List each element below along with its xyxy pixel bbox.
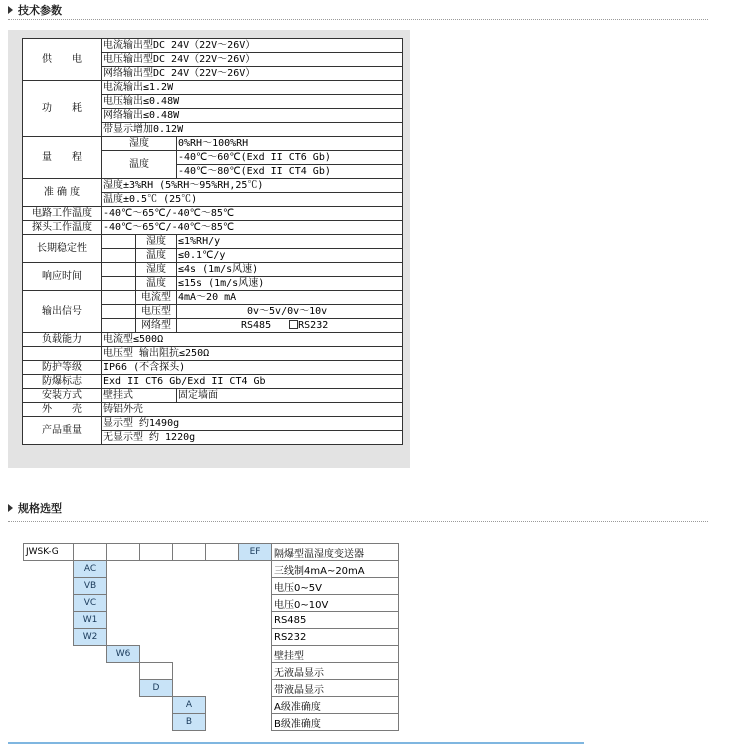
accuracy-code: A: [173, 697, 206, 714]
output-label: 输出信号: [23, 291, 102, 333]
divider: [8, 19, 708, 20]
mount-desc: 壁挂型: [272, 646, 399, 663]
response-humidity-value: ≤4s (1m/s风速): [177, 263, 403, 277]
triangle-bullet-icon: [8, 6, 13, 14]
table-row: [23, 375, 403, 389]
table-row: [23, 179, 403, 193]
output-desc: 电压0~10V: [272, 595, 399, 612]
accuracy-desc: A级准确度: [272, 697, 399, 714]
table-row: [23, 81, 403, 95]
response-temp-label: 温度: [136, 277, 177, 291]
response-humidity-label: 湿度: [136, 263, 177, 277]
shell-label: 外 壳: [23, 403, 102, 417]
table-row: [23, 137, 403, 151]
display-desc: 带液晶显示: [272, 680, 399, 697]
circuit-temp-value: -40℃～65℃/-40℃～85℃: [102, 207, 403, 221]
output-network-value: [177, 319, 403, 333]
output-desc: RS232: [272, 629, 399, 646]
accuracy-label: 准 确 度: [23, 179, 102, 207]
output-code: AC: [74, 561, 107, 578]
rs232-option: RS232: [298, 319, 329, 331]
ef-code: EF: [239, 544, 272, 561]
table-row: [24, 646, 399, 663]
response-temp-value: ≤15s (1m/s风速): [177, 277, 403, 291]
protection-label: 防护等级: [23, 361, 102, 375]
consumption-value: 电流输出≤1.2W: [102, 81, 403, 95]
power-value: 电流输出型DC 24V（22V～26V）: [102, 39, 403, 53]
table-row: [23, 333, 403, 347]
accuracy-value: 温度±0.5℃ (25℃): [102, 193, 403, 207]
response-label: 响应时间: [23, 263, 102, 291]
output-current-value: 4mA～20 mA: [177, 291, 403, 305]
explosion-label: 防爆标志: [23, 375, 102, 389]
protection-value: IP66 (不含探头): [102, 361, 403, 375]
selection-table: [23, 543, 399, 731]
spec-table: [22, 38, 403, 445]
ef-desc: 隔爆型温湿度变送器: [272, 544, 399, 561]
output-voltage-value: 0v～5v/0v～10v: [177, 305, 403, 319]
output-code: W2: [74, 629, 107, 646]
table-row: [23, 39, 403, 53]
weight-value: 无显示型 约 1220g: [102, 431, 403, 445]
table-row: [24, 544, 399, 561]
output-desc: RS485: [272, 612, 399, 629]
triangle-bullet-icon: [8, 504, 13, 512]
load-label: 负载能力: [23, 333, 102, 347]
table-row: [24, 697, 399, 714]
output-code: VC: [74, 595, 107, 612]
consumption-value: 网络输出≤0.48W: [102, 109, 403, 123]
weight-value: 显示型 约1490g: [102, 417, 403, 431]
range-humidity-value: 0%RH～100%RH: [177, 137, 403, 151]
shell-value: 铸铝外壳: [102, 403, 403, 417]
table-row: [24, 561, 399, 578]
selection-section-title: 规格选型: [18, 502, 62, 515]
probe-temp-value: -40℃～65℃/-40℃～85℃: [102, 221, 403, 235]
range-label: 量 程: [23, 137, 102, 179]
table-row: [23, 417, 403, 431]
output-voltage-label: 电压型: [136, 305, 177, 319]
table-row: [24, 629, 399, 646]
stability-temp-label: 温度: [136, 249, 177, 263]
table-row: [23, 347, 403, 361]
table-row: [23, 235, 403, 249]
output-code: VB: [74, 578, 107, 595]
selection-section-header: [8, 499, 62, 517]
range-temp-value: -40℃～60℃(Exd II CT6 Gb): [177, 151, 403, 165]
power-label: 供 电: [23, 39, 102, 81]
range-temp-value: -40℃～80℃(Exd II CT4 Gb): [177, 165, 403, 179]
power-value: 电压输出型DC 24V（22V～26V）: [102, 53, 403, 67]
spec-section-title: 技术参数: [18, 4, 62, 17]
accuracy-value: 湿度±3%RH (5%RH～95%RH,25℃): [102, 179, 403, 193]
table-row: [23, 403, 403, 417]
table-row: [24, 595, 399, 612]
table-row: [23, 221, 403, 235]
divider: [8, 521, 708, 522]
install-value: 壁挂式: [102, 389, 177, 403]
rs485-option: RS485: [241, 319, 272, 331]
table-row: [23, 389, 403, 403]
range-humidity-label: 湿度: [102, 137, 177, 151]
consumption-value: 带显示增加0.12W: [102, 123, 403, 137]
range-temp-label: 温度: [102, 151, 177, 179]
output-current-label: 电流型: [136, 291, 177, 305]
table-row: [23, 207, 403, 221]
display-code: D: [140, 680, 173, 697]
install-value-2: 固定墙面: [177, 389, 403, 403]
table-row: [24, 578, 399, 595]
explosion-value: Exd II CT6 Gb/Exd II CT4 Gb: [102, 375, 403, 389]
spec-table-panel: [8, 30, 410, 468]
table-row: [24, 612, 399, 629]
power-value: 网络输出型DC 24V（22V～26V）: [102, 67, 403, 81]
table-row: [24, 680, 399, 697]
consumption-label: 功 耗: [23, 81, 102, 137]
output-network-label: 网络型: [136, 319, 177, 333]
load-value: 电压型 输出阻抗≤250Ω: [102, 347, 403, 361]
output-code: W1: [74, 612, 107, 629]
mount-code: W6: [107, 646, 140, 663]
spec-section-header: [8, 1, 62, 19]
table-row: [23, 263, 403, 277]
output-desc: 三线制4mA~20mA: [272, 561, 399, 578]
load-value: 电流型≤500Ω: [102, 333, 403, 347]
bottom-divider: [8, 742, 584, 744]
stability-humidity-value: ≤1%RH/y: [177, 235, 403, 249]
checkbox-icon: [289, 320, 298, 329]
model-code: JWSK-G: [24, 544, 74, 561]
circuit-temp-label: 电路工作温度: [23, 207, 102, 221]
stability-humidity-label: 湿度: [136, 235, 177, 249]
consumption-value: 电压输出≤0.48W: [102, 95, 403, 109]
table-row: [23, 291, 403, 305]
output-desc: 电压0~5V: [272, 578, 399, 595]
accuracy-desc: B级准确度: [272, 714, 399, 731]
stability-temp-value: ≤0.1℃/y: [177, 249, 403, 263]
accuracy-code: B: [173, 714, 206, 731]
install-label: 安装方式: [23, 389, 102, 403]
table-row: [23, 361, 403, 375]
table-row: [24, 663, 399, 680]
weight-label: 产品重量: [23, 417, 102, 445]
no-display-desc: 无液晶显示: [272, 663, 399, 680]
table-row: [24, 714, 399, 731]
stability-label: 长期稳定性: [23, 235, 102, 263]
probe-temp-label: 探头工作温度: [23, 221, 102, 235]
